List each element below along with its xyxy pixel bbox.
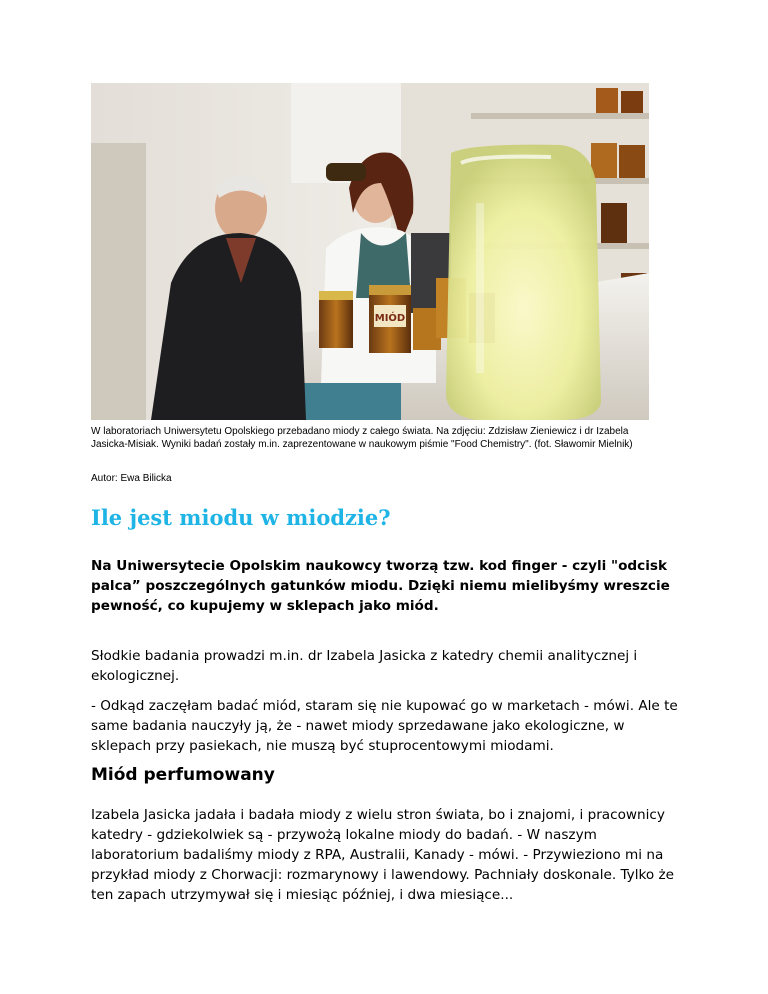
- author-byline: Autor: Ewa Bilicka: [91, 473, 172, 484]
- photo-caption: W laboratoriach Uniwersytetu Opolskiego przebadano miody z całego świata. Na zdjęciu: Zdzisław Zieniewicz i dr Izabela Jasicka-Misiak. Wyniki badań zostały m.in. zaprezentowane w naukowym piśmie "Food Chemistry". (fot. Sławomir Mielnik): [91, 426, 633, 450]
- article-paragraph-1: Słodkie badania prowadzi m.in. dr Izabela Jasicka z katedry chemii analitycznej i ekologicznej.: [91, 648, 638, 684]
- article-lead: Na Uniwersytecie Opolskim naukowcy tworzą tzw. kod finger - czyli "odcisk palca” poszczególnych gatunków miodu. Dzięki niemu mielibyśmy wreszcie pewność, co kupujemy w sklepach jako miód.: [91, 558, 670, 614]
- article-paragraph-2: - Odkąd zaczęłam badać miód, staram się nie kupować go w marketach - mówi. Ale te same badania nauczyły ją, że - nawet miody sprzedawane jako ekologiczne, w sklepach przy pasiekach, nie muszą być stuprocentowymi miodami.: [91, 698, 678, 754]
- article-subheading: Miód perfumowany: [91, 765, 275, 785]
- jar-label-text: MIÓD: [374, 313, 406, 324]
- laboratory-photo: [91, 83, 649, 420]
- article-paragraph-3: Izabela Jasicka jadała i badała miody z wielu stron świata, bo i znajomi, i pracownicy katedry - gdziekolwiek są - przywożą lokalne miody do badań. - W naszym laboratorium badaliśmy miody z RPA, Australii, Kanady - mówi. - Przywieziono mi na przykład miody z Chorwacji: rozmarynowy i lawendowy. Pachniały doskonale. Tylko że ten zapach utrzymywał się i miesiąc później, i dwa miesiące...: [91, 807, 675, 903]
- article-headline: Ile jest miodu w miodzie?: [91, 505, 391, 530]
